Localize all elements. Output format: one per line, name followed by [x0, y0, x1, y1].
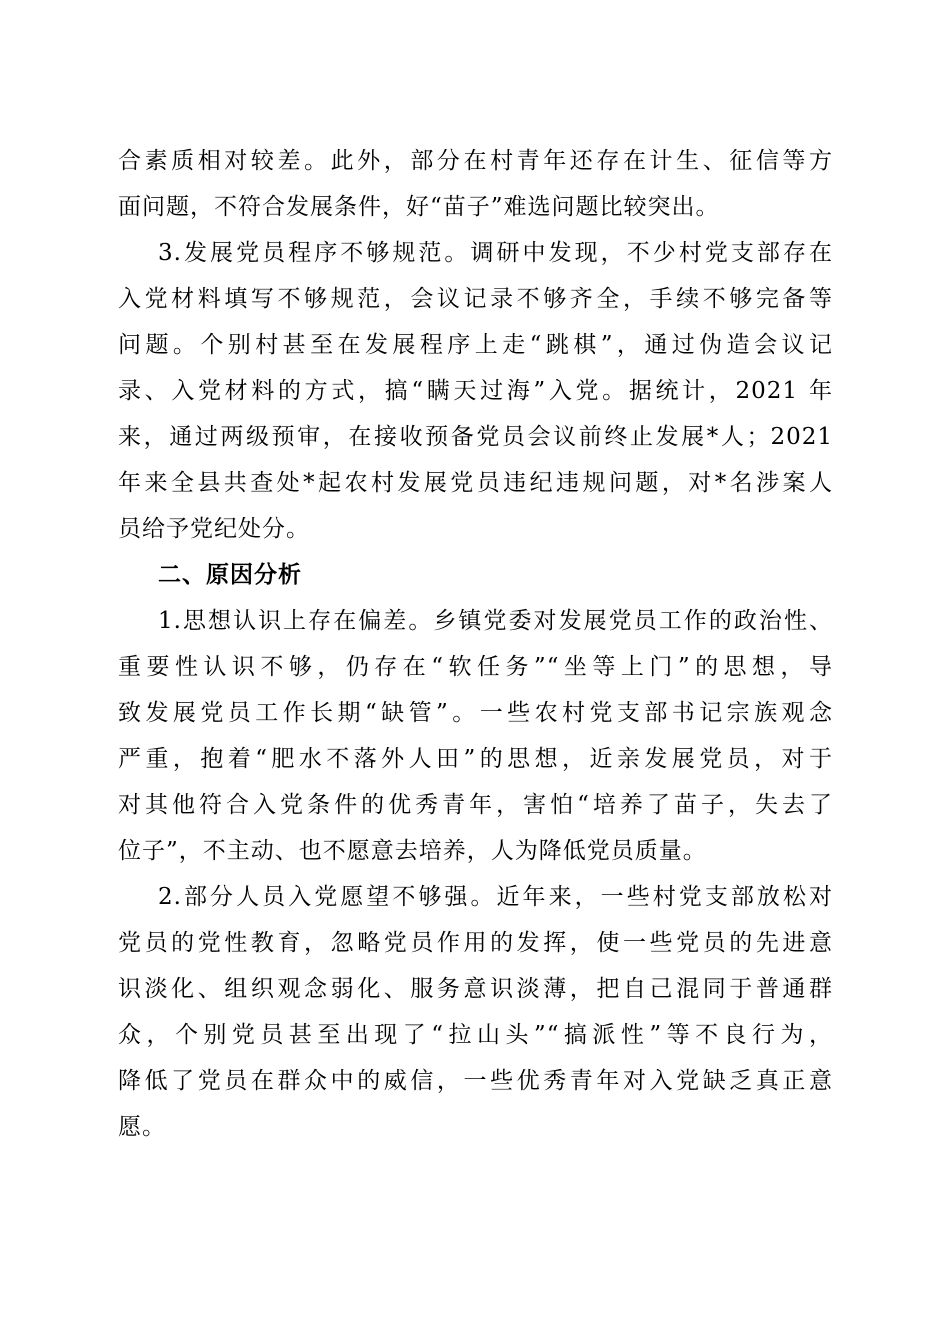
- text-line: 问题。个别村甚至在发展程序上走“跳棋”，通过伪造会议记: [118, 332, 833, 358]
- text-line: 年来全县共查处*起农村发展党员违纪违规问题，对*名涉案人: [118, 470, 833, 496]
- paragraph-p4: [118, 874, 833, 1150]
- text-line: 对其他符合入党条件的优秀青年，害怕“培养了苗子，失去了: [118, 792, 833, 818]
- text-line: 位子”，不主动、也不愿意去培养，人为降低党员质量。: [118, 838, 707, 864]
- section-heading: 二、原因分析: [158, 562, 302, 588]
- text-line: 众，个别党员甚至出现了“拉山头”“搞派性”等不良行为，: [118, 1022, 833, 1048]
- text-line: 入党材料填写不够规范，会议记录不够齐全，手续不够完备等: [118, 286, 833, 312]
- text-line: 合素质相对较差。此外，部分在村青年还存在计生、征信等方: [118, 148, 833, 174]
- text-line: 重要性认识不够，仍存在“软任务”“坐等上门”的思想，导: [118, 654, 833, 680]
- text-line: 降低了党员在群众中的威信，一些优秀青年对入党缺乏真正意: [118, 1068, 833, 1094]
- text-line: 1.思想认识上存在偏差。乡镇党委对发展党员工作的政治性、: [158, 608, 833, 634]
- text-line: 录、入党材料的方式，搞“瞒天过海”入党。据统计，2021 年: [118, 378, 833, 404]
- text-line: 识淡化、组织观念弱化、服务意识淡薄，把自己混同于普通群: [118, 976, 833, 1002]
- paragraph-p3: [118, 598, 833, 874]
- text-line: 来，通过两级预审，在接收预备党员会议前终止发展*人；2021: [118, 424, 833, 450]
- text-line: 党员的党性教育，忽略党员作用的发挥，使一些党员的先进意: [118, 930, 833, 956]
- text-line: 愿。: [118, 1114, 166, 1140]
- text-line: 致发展党员工作长期“缺管”。一些农村党支部书记宗族观念: [118, 700, 833, 726]
- text-line: 员给予党纪处分。: [118, 516, 310, 542]
- document-body: [118, 138, 833, 1150]
- text-line: 面问题，不符合发展条件，好“苗子”难选问题比较突出。: [118, 194, 720, 220]
- paragraph-p2: [118, 230, 833, 552]
- text-line: 2.部分人员入党愿望不够强。近年来，一些村党支部放松对: [158, 884, 833, 910]
- paragraph-p1: [118, 138, 833, 230]
- text-line: 3.发展党员程序不够规范。调研中发现，不少村党支部存在: [158, 240, 833, 266]
- text-line: 严重，抱着“肥水不落外人田”的思想，近亲发展党员，对于: [118, 746, 833, 772]
